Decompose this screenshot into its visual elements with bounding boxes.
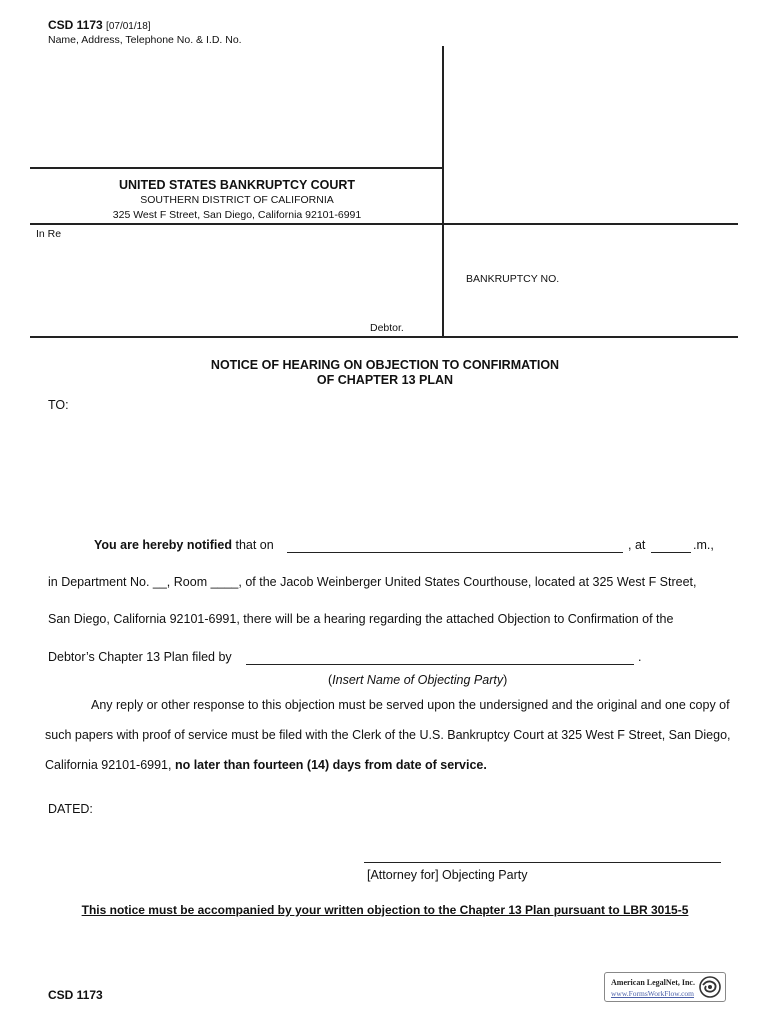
to-recipients-field[interactable] [80, 398, 720, 508]
notice-title-line2: OF CHAPTER 13 PLAN [316, 373, 454, 387]
filed-by-period: . [638, 650, 642, 664]
deadline-text: no later than fourteen (14) days from date of service. [174, 758, 487, 772]
insert-name-caption: (Insert Name of Objecting Party) [328, 673, 508, 687]
court-block [30, 178, 444, 221]
reply-line2: such papers with proof of service must be filed with the Clerk of the U.S. Bankruptcy Court at 325 West F Street, San Diego, [45, 728, 731, 742]
signature-line[interactable] [364, 862, 721, 863]
debtor-name-field[interactable] [48, 244, 438, 316]
notice-title-line1: NOTICE OF HEARING ON OBJECTION TO CONFIRMATION [210, 358, 560, 372]
signature-caption: [Attorney for] Objecting Party [367, 868, 528, 882]
debtor-label: Debtor. [370, 322, 404, 334]
hearing-date-field[interactable] [287, 552, 623, 553]
to-label: TO: [48, 398, 69, 412]
court-name: UNITED STATES BANKRUPTCY COURT [118, 178, 356, 192]
department-line: in Department No. __, Room ____, of the Jacob Weinberger United States Courthouse, located at 325 West F Street, [48, 575, 697, 589]
m-text: .m., [693, 538, 714, 552]
logo-url[interactable]: www.FormsWorkFlow.com [611, 989, 695, 998]
dated-field[interactable] [100, 798, 300, 818]
objecting-party-field[interactable] [246, 664, 634, 665]
bankruptcy-no-label: BANKRUPTCY NO. [466, 273, 560, 285]
insert-name-text: Insert Name of Objecting Party [332, 673, 504, 687]
court-address: 325 West F Street, San Diego, California 92101-6991 [112, 209, 362, 221]
form-date: [07/01/18] [106, 21, 151, 32]
notice-title [0, 358, 770, 388]
caption-rule-bottom [30, 336, 738, 338]
globe-icon [698, 975, 722, 999]
court-district: SOUTHERN DISTRICT OF CALIFORNIA [140, 194, 334, 206]
filed-by-text: Debtor’s Chapter 13 Plan filed by [48, 650, 232, 664]
reply-line3: California 92101-6991, no later than fourteen (14) days from date of service. [45, 758, 487, 772]
reply-line1: Any reply or other response to this objection must be served upon the undersigned and the original and one copy of [91, 698, 730, 712]
form-id: CSD 1173 [48, 18, 103, 32]
notified-text [94, 538, 274, 552]
notified-rest: that on [232, 538, 274, 552]
attorney-info-field[interactable] [48, 50, 438, 160]
at-text: , at [628, 538, 646, 552]
form-header [48, 18, 151, 32]
caption-rule-middle [30, 223, 738, 225]
legalnet-logo [604, 972, 726, 1002]
footer-form-id: CSD 1173 [48, 988, 103, 1002]
hearing-time-field[interactable] [651, 552, 691, 553]
logo-company: American LegalNet, Inc. [611, 978, 695, 987]
dated-label: DATED: [48, 802, 93, 816]
hearing-location-line: San Diego, California 92101-6991, there will be a hearing regarding the attached Objection to Confirmation of the [48, 612, 674, 626]
footer-notice: This notice must be accompanied by your written objection to the Chapter 13 Plan pursuant to LBR 3015-5 [81, 903, 689, 917]
bankruptcy-no-field[interactable] [560, 268, 730, 288]
in-re-label: In Re [36, 228, 62, 240]
notified-bold: You are hereby notified [94, 538, 232, 552]
caption-rule-top [30, 167, 444, 169]
attorney-caption: Name, Address, Telephone No. & I.D. No. [48, 34, 242, 46]
